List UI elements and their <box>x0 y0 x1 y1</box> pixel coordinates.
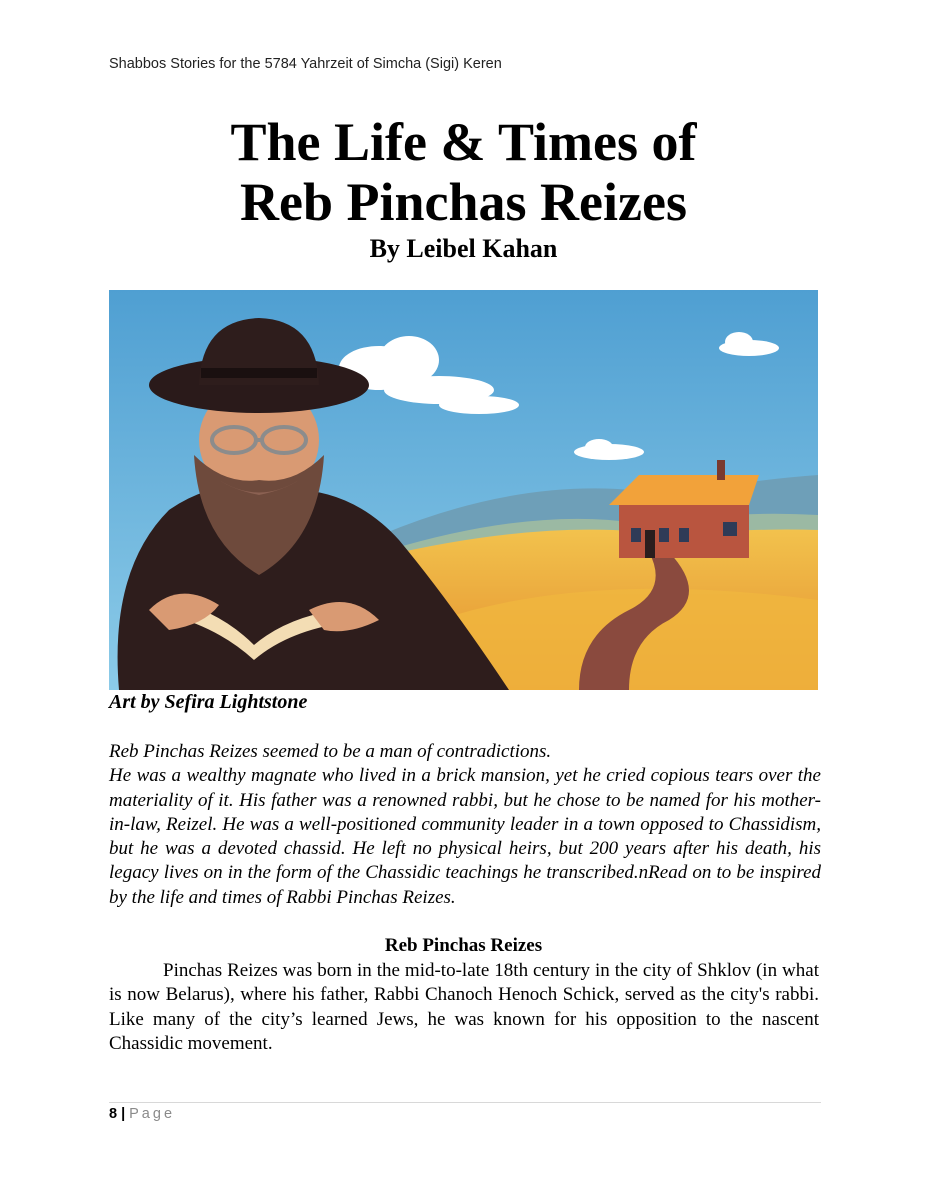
title-line-2: Reb Pinchas Reizes <box>240 172 687 232</box>
page-footer <box>109 1106 175 1122</box>
intro-line: Reb Pinchas Reizes seemed to be a man of contradictions. <box>109 741 552 762</box>
page-label: Page <box>129 1106 176 1122</box>
illustration-rabbi-reading-icon <box>109 290 818 690</box>
article-title <box>0 112 927 232</box>
intro-text <box>109 740 821 910</box>
illustration <box>109 290 818 690</box>
intro-paragraph: He was a wealthy magnate who lived in a brick mansion, yet he cried copious tears over the materiality of it. His father was a renowned rabbi, but he chose to be named for his mother-in-law, Reizel. He was a well-positioned community leader in a town opposed to Chassidism, but he was a devoted chassid. He left no physical heirs, but 200 years after his death, his legacy lives on in the form of the Chassidic teachings he transcribed.nRead on to be inspired by the life and times of Rabbi Pinchas Reizes. <box>109 765 821 908</box>
footer-separator: | <box>121 1106 126 1122</box>
running-header: Shabbos Stories for the 5784 Yahrzeit of Simcha (Sigi) Keren <box>109 56 502 72</box>
body-paragraph: Pinchas Reizes was born in the mid-to-late 18th century in the city of Shklov (in what is now Belarus), where his father, Rabbi Chanoch Henoch Schick, served as the city's rabbi. Like many of the city’s learned Jews, he was known for his opposition to the nascent Chassidic movement. <box>109 960 819 1055</box>
footer-divider <box>109 1102 821 1103</box>
page-number: 8 <box>109 1106 118 1122</box>
art-credit: Art by Sefira Lightstone <box>109 691 308 713</box>
byline: By Leibel Kahan <box>369 234 558 263</box>
title-line-1: The Life & Times of <box>230 112 697 172</box>
section-heading: Reb Pinchas Reizes <box>384 935 543 956</box>
